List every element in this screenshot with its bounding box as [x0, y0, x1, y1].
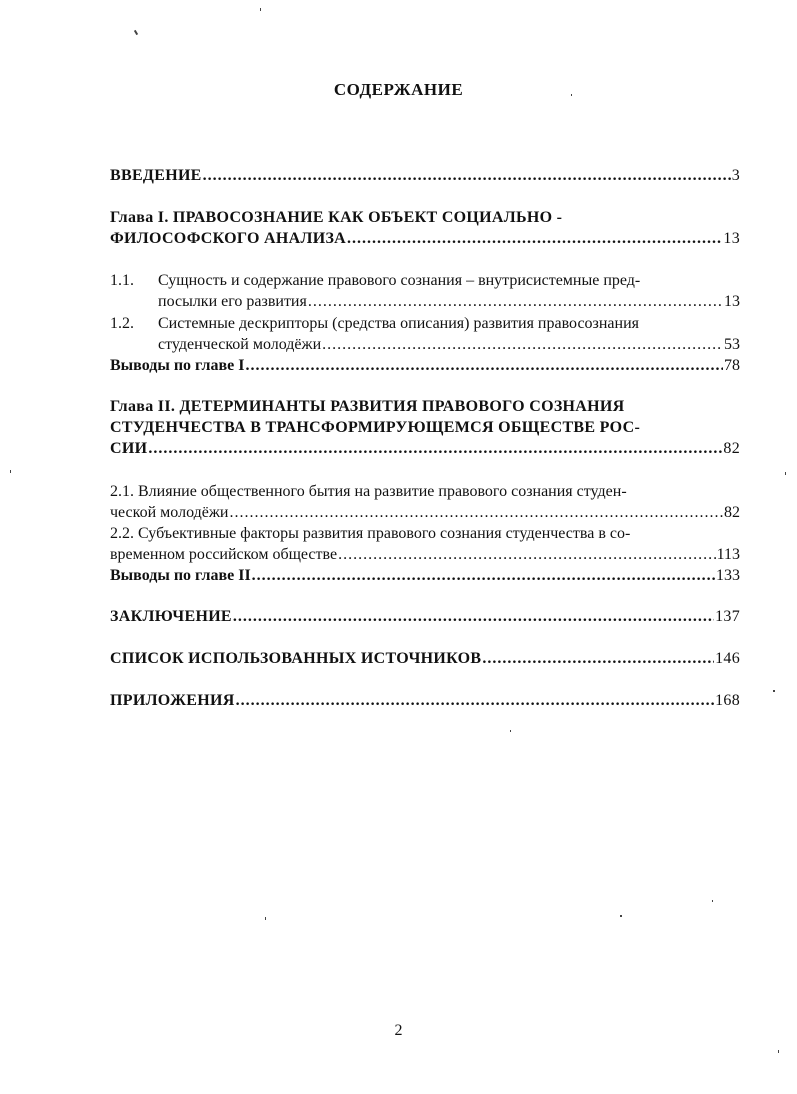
- toc-entry-label: Выводы по главе II: [110, 567, 251, 584]
- toc-page-number: 13: [724, 293, 740, 310]
- toc-leader-dots: [203, 165, 731, 186]
- toc-section-number: 1.1.: [110, 272, 134, 289]
- toc-leader-dots: [148, 438, 722, 459]
- toc-page-number: 3: [731, 167, 740, 184]
- toc-section-1-1: [110, 270, 740, 312]
- scan-speck: [773, 690, 775, 692]
- toc-conclusions-chapter-1: [110, 355, 740, 376]
- toc-leader-dots: [229, 502, 723, 523]
- toc-page-number: 168: [715, 692, 740, 709]
- page-number: 2: [394, 1022, 403, 1039]
- toc-chapter-title-line: СТУДЕНЧЕСТВА В ТРАНСФОРМИРУЮЩЕМСЯ ОБЩЕСТВЕ РОС-: [110, 419, 641, 436]
- toc-page-number: 82: [724, 504, 740, 521]
- scan-speck: [265, 917, 266, 920]
- toc-entry-label: ПРИЛОЖЕНИЯ: [110, 692, 235, 709]
- toc-chapter-1: [110, 207, 740, 249]
- toc-leader-dots: [233, 606, 714, 627]
- toc-leader-dots: [252, 565, 715, 586]
- toc-entry-label: Выводы по главе I: [110, 357, 245, 374]
- toc-leader-dots: [236, 690, 715, 711]
- toc-entry-label: ВВЕДЕНИЕ: [110, 167, 202, 184]
- toc-section-number: 1.2.: [110, 315, 134, 332]
- toc-chapter-title-line: ФИЛОСОФСКОГО АНАЛИЗА: [110, 230, 347, 247]
- toc-page-number: 53: [724, 336, 740, 353]
- scan-speck: [785, 472, 786, 475]
- toc-entry-conclusion: [110, 606, 740, 627]
- toc-section-title-line: студенческой молодёжи: [158, 336, 322, 353]
- toc-entry-appendices: [110, 690, 740, 711]
- toc-conclusions-chapter-2: [110, 565, 740, 586]
- scan-speck: [571, 94, 572, 96]
- scan-speck: [10, 470, 11, 473]
- toc-page-number: 137: [715, 608, 740, 625]
- toc-page-number: 133: [716, 567, 740, 584]
- toc-leader-dots: [308, 291, 723, 312]
- scan-speck: [510, 730, 511, 732]
- toc-entry-intro: [110, 165, 740, 186]
- toc-page-number: 13: [723, 230, 740, 247]
- toc-leader-dots: [482, 648, 714, 669]
- toc-section-title-line: ческой молодёжи: [110, 504, 229, 521]
- toc-section-2-2: [110, 523, 740, 565]
- toc-entry-label: СПИСОК ИСПОЛЬЗОВАННЫХ ИСТОЧНИКОВ: [110, 650, 482, 667]
- toc-entry-references: [110, 648, 740, 669]
- toc-section-title-line: посылки его развития: [158, 293, 307, 310]
- toc-section-title-line: Системные дескрипторы (средства описания) развития правосознания: [158, 315, 640, 332]
- toc-page-number: 146: [715, 650, 740, 667]
- toc-section-title-line: 2.2. Субъективные факторы развития правового сознания студенчества в со-: [110, 525, 631, 542]
- toc-entry-label: ЗАКЛЮЧЕНИЕ: [110, 608, 232, 625]
- toc-section-2-1: [110, 481, 740, 523]
- scan-speck: [260, 8, 261, 11]
- toc-leader-dots: [338, 544, 716, 565]
- toc-chapter-title-line: Глава II. ДЕТЕРМИНАНТЫ РАЗВИТИЯ ПРАВОВОГО СОЗНАНИЯ: [110, 398, 625, 415]
- toc-section-1-2: [110, 313, 740, 355]
- scan-speck: [134, 30, 138, 35]
- toc-section-title-line: Сущность и содержание правового сознания – внутрисистемные пред-: [158, 272, 641, 289]
- toc-chapter-title-line: СИИ: [110, 440, 148, 457]
- toc-section-title-line: временном российском обществе: [110, 546, 338, 563]
- toc-section-title-line: 2.1. Влияние общественного бытия на развитие правового сознания студен-: [110, 483, 627, 500]
- toc-chapter-2: [110, 396, 740, 459]
- toc-page-number: 82: [723, 440, 740, 457]
- scan-speck: [712, 900, 713, 902]
- page-title: СОДЕРЖАНИЕ: [333, 80, 464, 99]
- toc-leader-dots: [347, 228, 722, 249]
- scan-speck: [620, 915, 622, 917]
- toc-page-number: 78: [724, 357, 740, 374]
- scan-speck: [778, 1050, 779, 1053]
- toc-chapter-title-line: Глава I. ПРАВОСОЗНАНИЕ КАК ОБЪЕКТ СОЦИАЛЬНО -: [110, 209, 563, 226]
- toc-page-number: 113: [716, 546, 740, 563]
- toc-leader-dots: [245, 355, 723, 376]
- toc-leader-dots: [322, 334, 723, 355]
